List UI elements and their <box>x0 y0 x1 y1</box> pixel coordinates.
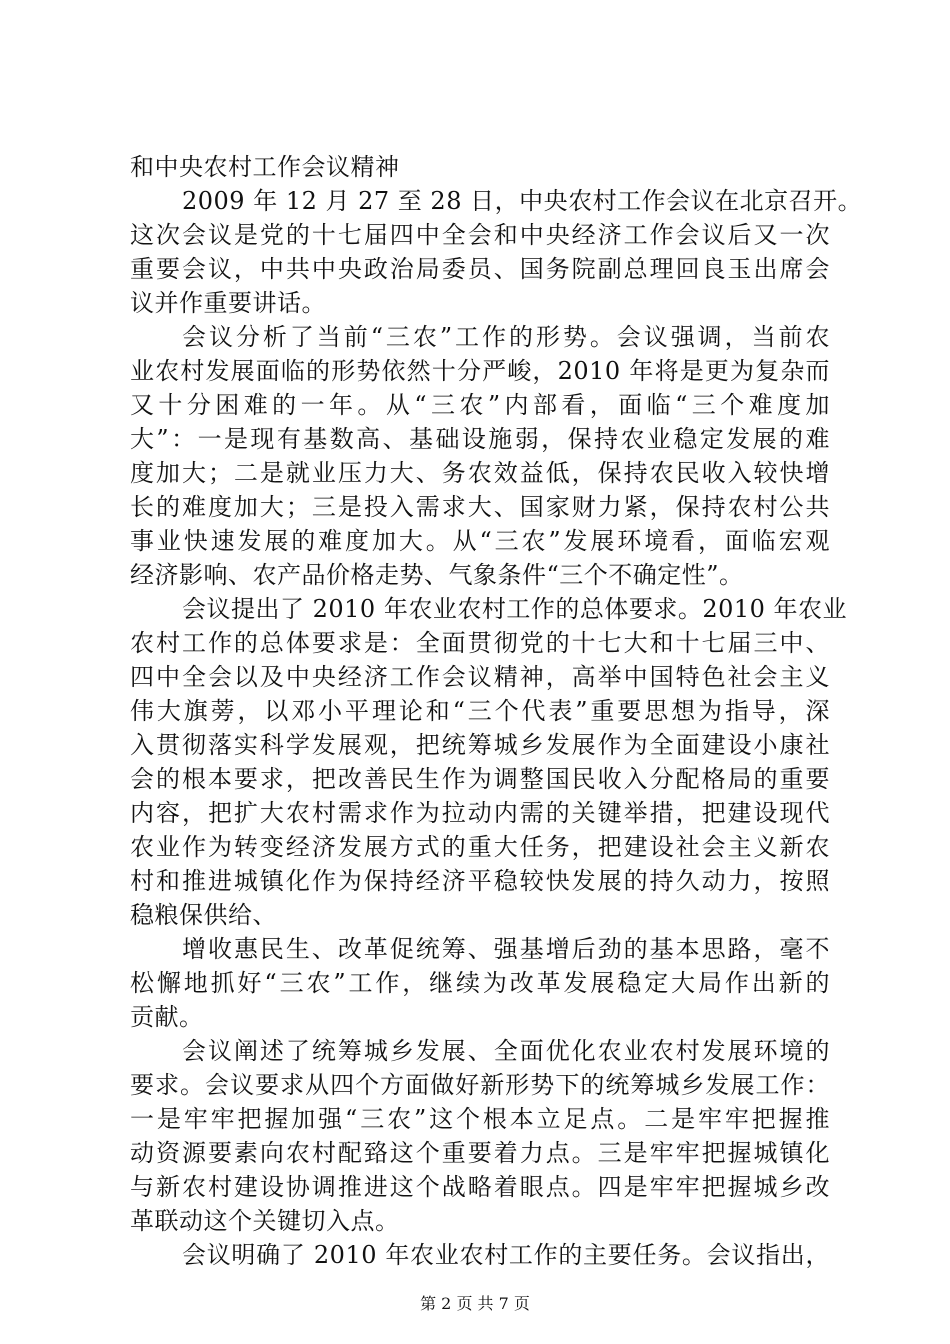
text-line: 大”：一是现有基数高、基础设施弱，保持农业稳定发展的难 <box>130 425 830 453</box>
text-line: 四中全会以及中央经济工作会议精神，高举中国特色社会主义 <box>130 663 830 691</box>
text-line: 会议提出了 2010 年农业农村工作的总体要求。2010 年农业 <box>182 595 848 623</box>
text-line: 伟大旗蒡，以邓小平理论和“三个代表”重要思想为指导，深 <box>130 697 830 725</box>
text-line: 会议分析了当前“三农”工作的形势。会议强调，当前农 <box>182 323 830 351</box>
text-line: 这次会议是党的十七届四中全会和中央经济工作会议后又一次 <box>130 221 830 249</box>
text-line: 一是牢牢把握加强“三农”这个根本立足点。二是牢牢把握推 <box>130 1105 830 1133</box>
text-line: 革联动这个关键切入点。 <box>130 1207 400 1235</box>
text-line: 入贯彻落实科学发展观，把统筹城乡发展作为全面建设小康社 <box>130 731 830 759</box>
document-heading-line: 和中央农村工作会议精神 <box>130 153 400 181</box>
text-line: 又十分困难的一年。从“三农”内部看，面临“三个难度加 <box>130 391 830 419</box>
text-line: 重要会议，中共中央政治局委员、国务院副总理回良玉出席会 <box>130 255 830 283</box>
text-line: 2009 年 12 月 27 至 28 日，中央农村工作会议在北京召开。 <box>182 187 863 215</box>
text-line: 度加大；二是就业压力大、务农效益低，保持农民收入较快增 <box>130 459 830 487</box>
text-line: 议并作重要讲话。 <box>130 289 326 317</box>
text-line: 经济影响、农产品价格走势、气象条件“三个不确定性”。 <box>130 561 744 589</box>
text-line: 农村工作的总体要求是：全面贯彻党的十七大和十七届三中、 <box>130 629 830 657</box>
page-footer <box>0 1293 950 1315</box>
page-number-label: 第 2 页 共 7 页 <box>420 1294 530 1313</box>
text-line: 会议阐述了统筹城乡发展、全面优化农业农村发展环境的 <box>182 1037 830 1065</box>
text-line: 动资源要素向农村配臵这个重要着力点。三是牢牢把握城镇化 <box>130 1139 830 1167</box>
text-line: 松懈地抓好“三农”工作，继续为改革发展稳定大局作出新的 <box>130 969 830 997</box>
text-line: 会的根本要求，把改善民生作为调整国民收入分配格局的重要 <box>130 765 830 793</box>
text-line: 要求。会议要求从四个方面做好新形势下的统筹城乡发展工作： <box>130 1071 830 1099</box>
text-line: 业农村发展面临的形势依然十分严峻，2010 年将是更为复杂而 <box>130 357 830 385</box>
text-line: 贡献。 <box>130 1003 204 1031</box>
text-line: 农业作为转变经济发展方式的重大任务，把建设社会主义新农 <box>130 833 830 861</box>
text-line: 与新农村建设协调推进这个战略着眼点。四是牢牢把握城乡改 <box>130 1173 830 1201</box>
text-line: 内容，把扩大农村需求作为拉动内需的关键举措，把建设现代 <box>130 799 830 827</box>
text-line: 增收惠民生、改革促统筹、强基增后劲的基本思路，毫不 <box>182 935 830 963</box>
text-line: 稳粮保供给、 <box>130 901 277 929</box>
document-body <box>130 150 863 1272</box>
text-line: 村和推进城镇化作为保持经济平稳较快发展的持久动力，按照 <box>130 867 830 895</box>
text-line: 会议明确了 2010 年农业农村工作的主要任务。会议指出， <box>182 1241 830 1269</box>
text-line: 长的难度加大；三是投入需求大、国家财力紧，保持农村公共 <box>130 493 830 521</box>
text-line: 事业快速发展的难度加大。从“三农”发展环境看，面临宏观 <box>130 527 830 555</box>
